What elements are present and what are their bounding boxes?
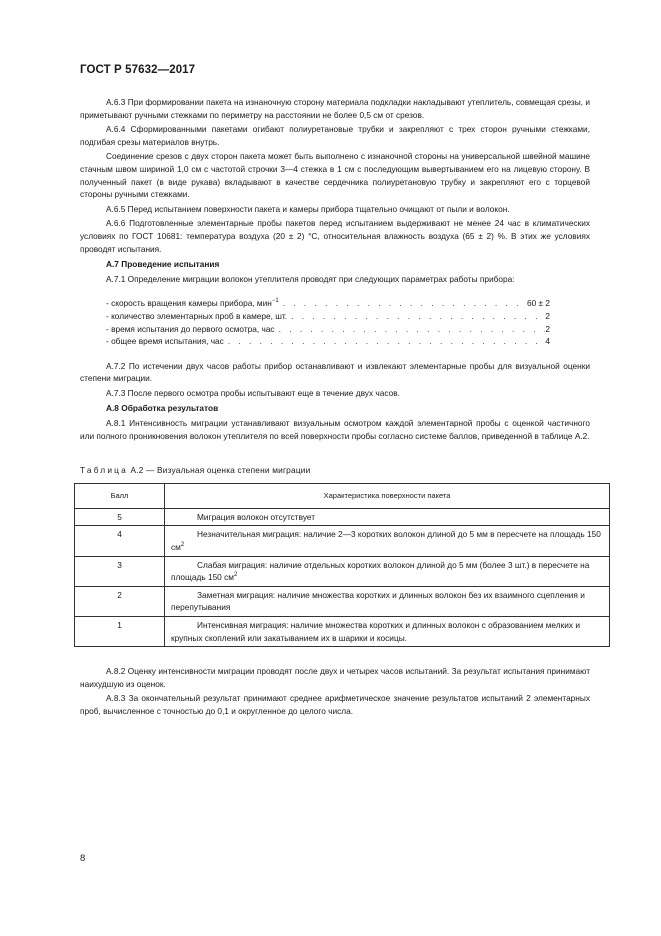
parameter-label: - общее время испытания, час	[106, 336, 224, 347]
parameter-value: 2	[545, 323, 550, 334]
unit-exponent: 2	[180, 542, 185, 549]
parameter-value: 2	[545, 310, 550, 321]
unit-exponent: 2	[233, 572, 238, 579]
section-number: А.8	[106, 403, 119, 414]
column-header-score: Балл	[75, 483, 165, 508]
paragraph-a71: А.7.1 Определение миграции волокон утеплителя проводят при следующих параметрах работы прибора:	[106, 273, 515, 284]
paragraph-a66: А.6.6 Подготовленные элементарные пробы пакетов перед испытанием выдерживают не менее 24 час в климатических условиях по ГОСТ 10681: температура воздуха (20 ± 2) °С, относительная влажность воздуха (65 ± 2) %. В этих же условиях проводят испытания.	[80, 218, 590, 254]
section-heading-a7	[80, 258, 590, 271]
migration-score-table	[74, 483, 610, 647]
table-row	[75, 556, 610, 586]
parameter-unit-exponent: −1	[271, 298, 279, 305]
paragraph-a64: А.6.4 Сформированными пакетами огибают полиуретановые трубки и закрепляют с трех сторон ручными стежками, подгибая срезы материалов внутрь.	[80, 124, 590, 147]
description-cell	[165, 526, 610, 556]
paragraph-a72: А.7.2 По истечении двух часов работы прибор останавливают и извлекают элементарные пробы для визуальной оценки степени миграции.	[80, 360, 590, 384]
leader-dots	[279, 297, 527, 310]
parameter-label: - время испытания до первого осмотра, час	[106, 323, 275, 334]
parameter-value: 4	[545, 336, 550, 347]
table-caption-text: А.2 — Визуальная оценка степени миграции	[130, 465, 311, 476]
description-text: Заметная миграция: наличие множества коротких и длинных волокон без их взаимного сцепления и перепутывания	[171, 589, 585, 613]
parameter-row	[106, 310, 550, 323]
paragraph-a73: А.7.3 После первого осмотра пробы испытывают еще в течение двух часов.	[106, 387, 400, 398]
paragraph-a63: А.6.3 При формировании пакета на изнаночную сторону материала подкладки накладывают утеплитель, совмещая срезы, и приметывают ручными стежками по периметру на расстоянии не более 0,5 см от срезов.	[80, 97, 590, 120]
table-row	[75, 586, 610, 616]
parameter-label: - скорость вращения камеры прибора, мин	[106, 298, 272, 309]
score-cell: 3	[75, 556, 165, 586]
description-text: Незначительная миграция: наличие 2—3 коротких волокон длиной до 5 мм в пересчете на площадь 150 см	[171, 529, 601, 553]
parameter-row	[106, 335, 550, 348]
leader-dots	[275, 323, 546, 336]
column-header-description: Характеристика поверхности пакета	[165, 483, 610, 508]
paragraph-a83: А.8.3 За окончательный результат принимают среднее арифметическое значение результатов испытаний 2 элементарных проб, вычисленное с точностью до 0,1 и округленное до целого числа.	[80, 693, 590, 716]
leader-dots	[287, 310, 545, 323]
document-body	[80, 96, 601, 720]
score-cell: 5	[75, 508, 165, 526]
section-title: Проведение испытания	[121, 259, 220, 270]
section-heading-a8	[80, 402, 590, 415]
parameter-row	[106, 297, 550, 310]
score-cell: 1	[75, 617, 165, 647]
parameter-row	[106, 323, 550, 336]
parameter-label: - количество элементарных проб в камере, шт.	[106, 310, 288, 321]
description-text: Интенсивная миграция: наличие множества коротких и длинных волокон с образованием мелких и крупных скоплений или закатыванием их в шарики и косицы.	[171, 620, 580, 643]
table-row	[75, 508, 610, 526]
document-header: ГОСТ Р 57632—2017	[80, 64, 196, 76]
paragraph-seam-joining: Соединение срезов с двух сторон пакета может быть выполнено с изнаночной стороны на универсальной швейной машине стачным швом шириной 1,0 см с частотой строчки 3—4 стежка в 1 см с последующим вывертыванием его на лицевую сторону. В полученный пакет (в виде рукава) вкладывают в качестве сердечника полиуретановую трубку и закрепляют его с торцевой стороны ручными стежками.	[80, 151, 590, 200]
paragraph-a81: А.8.1 Интенсивность миграции устанавливают визуальным осмотром каждой элементарной пробы с оценкой частичного или полного проникновения волокон утеплителя по всей поверхности пробы согласно системе баллов, приведенной в таблице А.2.	[80, 418, 590, 441]
closing-paragraphs	[80, 665, 590, 717]
table-header-row	[75, 483, 610, 508]
paragraph-a82: А.8.2 Оценку интенсивности миграции проводят после двух и четырех часов испытаний. За результат испытания принимают наихудшую из оценок.	[80, 666, 590, 689]
page-number: 8	[80, 853, 86, 864]
parameter-value: 60 ± 2	[526, 298, 550, 309]
section-number: А.7	[106, 259, 119, 270]
table-caption-prefix: Таблица	[80, 465, 128, 476]
description-text: Миграция волокон отсутствует	[197, 511, 316, 522]
description-cell	[165, 586, 610, 616]
leader-dots	[224, 335, 546, 348]
description-cell	[165, 556, 610, 586]
table-caption	[80, 464, 590, 477]
score-cell: 4	[75, 526, 165, 556]
score-cell: 2	[75, 586, 165, 616]
parameter-list	[106, 297, 550, 347]
description-cell	[165, 508, 610, 526]
description-text: Слабая миграция: наличие отдельных коротких волокон длиной до 5 мм (более 3 шт.) в пересчете на площадь 150 см	[171, 559, 590, 583]
paragraph-a65: А.6.5 Перед испытанием поверхности пакета и камеры прибора тщательно очищают от пыли и волокон.	[106, 203, 510, 214]
description-cell	[165, 617, 610, 647]
section-title: Обработка результатов	[121, 403, 219, 414]
table-row	[75, 526, 610, 556]
table-row	[75, 617, 610, 647]
